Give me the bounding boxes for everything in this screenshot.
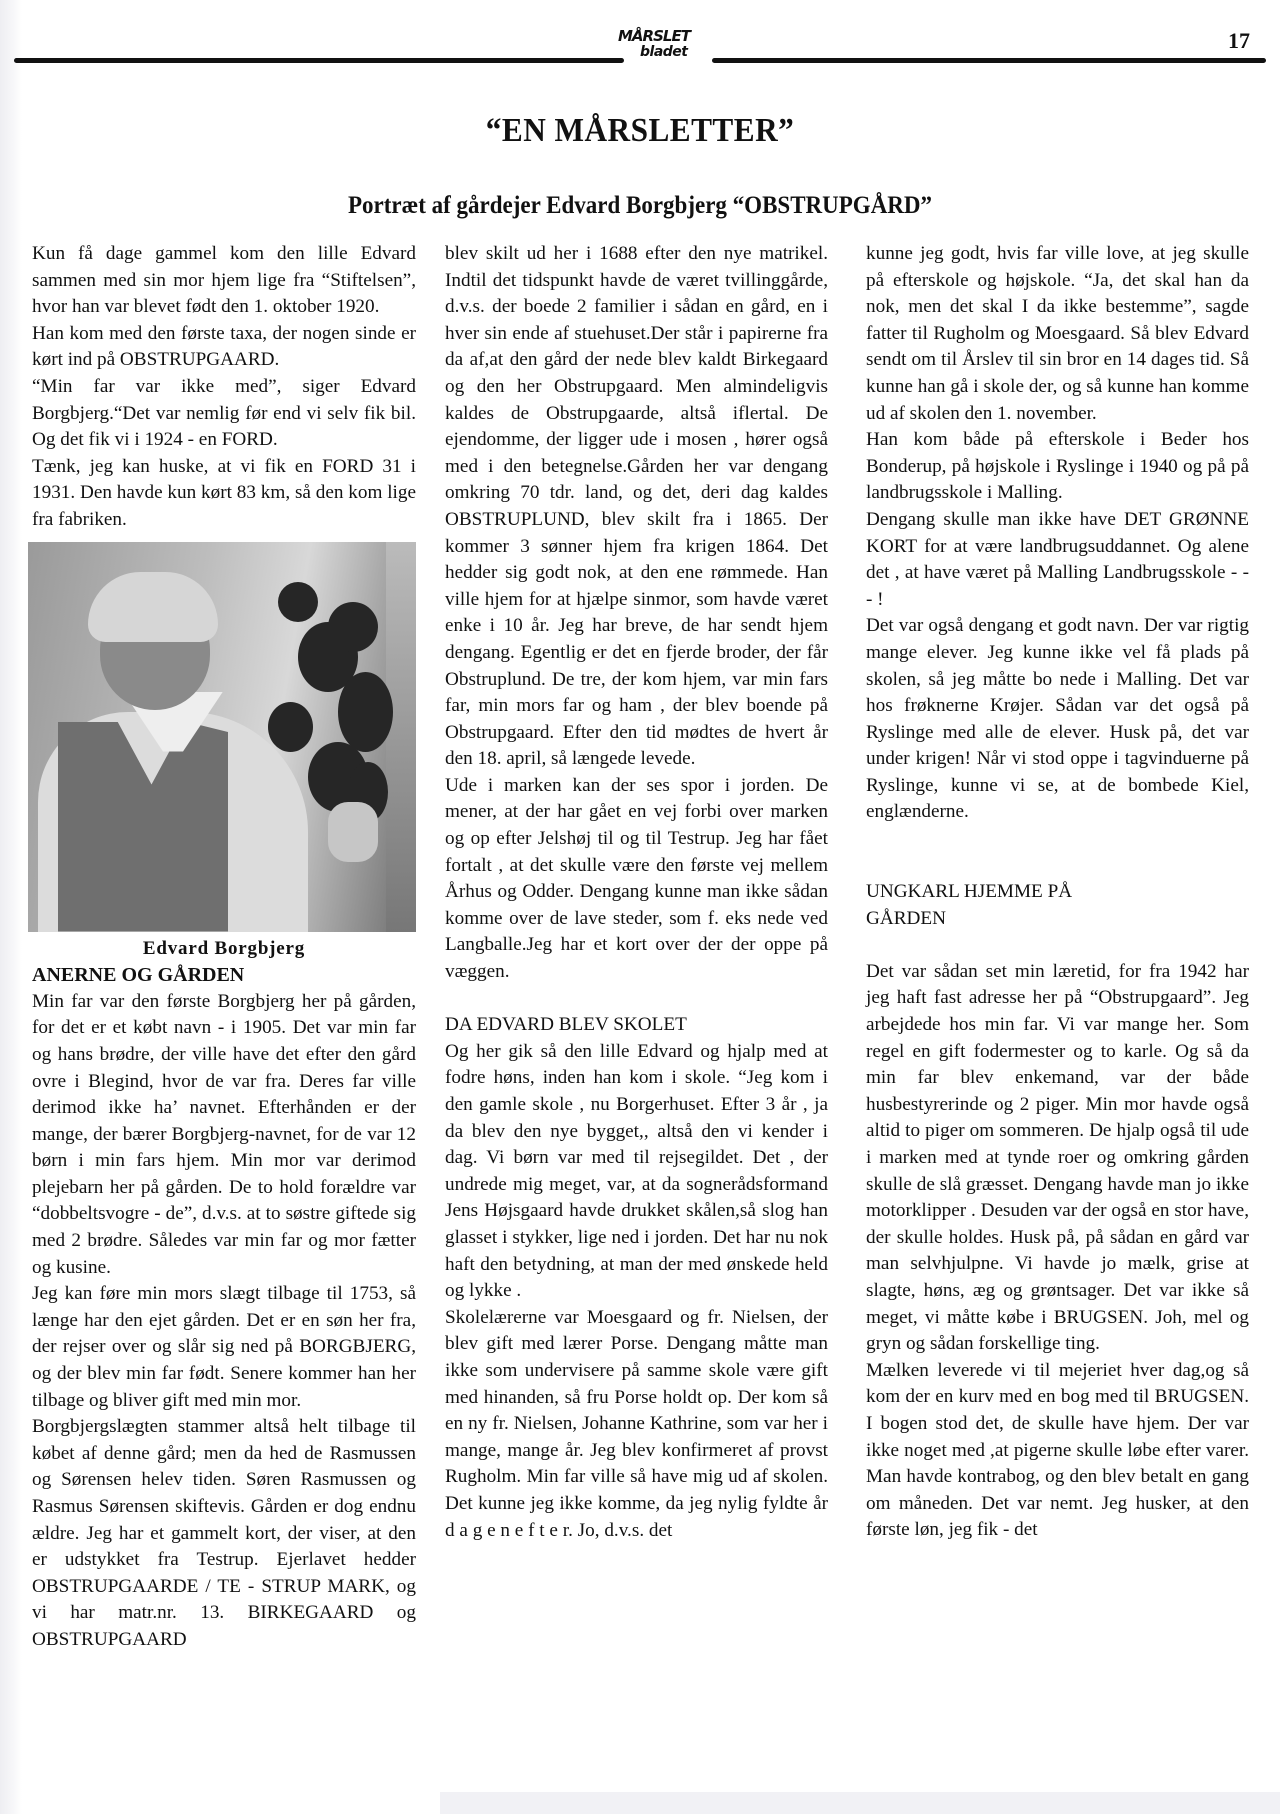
logo-bladet: bladet [640,44,688,60]
masthead-rule-left [14,58,624,63]
paragraph: Det var sådan set min læretid, for fra 1942 har jeg haft fast adresse her på “Obstrupgaard”. Jeg arbejdede hos min far. Vi var mange her. Som regel en gift fodermester og to karle. Og så da min far blev enkemand, var der både husbestyrerinde og 2 piger. Min mor havde også altid to piger om sommeren. De hjalp også til ude i marken med at tynde roer og omkring gården skulle de slå græsset. Dengang havde man jo ikke motorklipper . Desuden var der også en stor have, der skulle holdes. Husk på, på sådan en gård var man selvhjulpne. Vi havde jo mælk, grise at slagte, høns, æg og grøntsager. Det var ikke så meget, vi måtte købe i BRUGSEN. Joh, mel og gryn og sådan forskellige ting. [866,960,1249,1355]
publication-logo [604,27,724,71]
paragraph: Tænk, jeg kan huske, at vi fik en FORD 31 i 1931. Den havde kun kørt 83 km, så den kom lige fra fabriken. [32,455,416,530]
paragraph: Dengang skulle man ikke have DET GRØNNE KORT for at være landbrugsuddannet. Og alene det , at have været på Malling Landbrugsskole - - - ! [866,508,1249,610]
column-3 [866,241,1249,1544]
article-subtitle: Portræt af gårdejer Edvard Borgbjerg “OBSTRUPGÅRD” [347,192,933,219]
scan-margin-bottom [440,1792,1280,1814]
paragraph: Han kom både på efterskole i Beder hos Bonderup, på højskole i Ryslinge i 1940 og på på landbrugsskole i Malling. [866,429,1249,504]
scan-margin-left [0,0,22,1814]
photo-caption: Edvard Borgbjerg [142,937,306,959]
masthead [14,22,1254,72]
section-heading-ungkarl [866,879,1249,932]
paragraph: Han kom med den første taxa, der nogen sinde er kørt ind på OBSTRUPGAARD. [32,322,416,371]
paragraph: Jeg kan føre min mors slægt tilbage til 1753, så længe har den ejet gården. Det er en søn her fra, der rejser over og slår sig ned på BORGBJERG, og der blev min far født. Senere kommer han her tilbage og bliver gift med min mor. [32,1283,416,1411]
column-1 [32,241,416,1654]
paragraph: Kun få dage gammel kom den lille Edvard sammen med sin mor hjem lige fra “Stiftelsen”, hvor han var blevet født den 1. oktober 1920. [32,243,416,318]
portrait-figure [32,542,416,963]
column-2 [445,241,828,1544]
paragraph: Min far var den første Borgbjerg her på gården, for det er et købt navn - i 1905. Det var min far og hans brødre, der ville have det efter den gård ovre i Blegind, hvor de var fra. Deres far ville derimod ikke ha’ navnet. Efterhånden er der mange, der bærer Borgbjerg-navnet, for de var 12 børn i min fars hjem. Min mor var derimod plejebarn her på gården. De to hold forældre var “dobbeltsvogre - de”, d.v.s. at to søstre giftede sig med 2 brødre. Således var min far og mor fætter og kusine. [32,990,416,1278]
article-title: “EN MÅRSLETTER” [485,112,795,149]
paragraph: Og her gik så den lille Edvard og hjalp med at fodre høns, inden han kom i skole. “Jeg kom i den gamle skole , nu Borgerhuset. Efter 3 år , ja da blev den nye bygget,, altså den vi kender i dag. Vi børn var med til rejsegildet. Det , der undrede mig meget, var, at da sognerådsformand Jens Højsgaard havde drukket skålen,så slog han glasset i stykker, lige ned i jorden. Det har nu nok haft den betydning, at man der med ønskede held og lykke . [445,1040,828,1302]
section-heading-skolet: DA EDVARD BLEV SKOLET [445,1014,687,1036]
paragraph: kunne jeg godt, hvis far ville love, at jeg skulle på efterskole og højskole. “Ja, det skal han da nok, men det skal I da ikke bestemme”, sagde fatter til Rugholm og Moesgaard. Så blev Edvard sendt om til Årslev til sin bror en 14 dages tid. Så kunne han gå i skole der, og så kunne han komme ud af skolen den 1. november. [866,243,1249,424]
paragraph: Mælken leverede vi til mejeriet hver dag,og så kom der en kurv med en bog med til BRUGSEN. I bogen stod det, de skulle have hjem. Der var ikke noget med ,at pigerne skulle løbe efter varer. Man havde kontrabog, og den blev betalt en gang om måneden. Det var nemt. Jeg husker, at den første løn, jeg fik - det [866,1359,1249,1541]
masthead-rule-right [712,58,1266,63]
section-heading-anerne: ANERNE OG GÅRDEN [32,964,245,987]
page-number: 17 [1228,28,1250,53]
paragraph: Skolelærerne var Moesgaard og fr. Nielsen, der blev gift med lærer Porse. Dengang måtte man ikke som undervisere på samme skole være gift med hinanden, så fru Porse holdt op. Der kom så en ny fr. Nielsen, Johanne Kathrine, som var her i mange, mange år. Jeg blev konfirmeret af provst Rugholm. Min far ville så have mig ud af skolen. Det kunne jeg ikke komme, da jeg nylig fyldte år d a g e n e f t e r. Jo, d.v.s. det [445,1306,828,1541]
paragraph: Borgbjergslægten stammer altså helt tilbage til købet af denne gård; men da hed de Rasmussen og Sørensen helev tiden. Søren Rasmussen og Rasmus Sørensen skiftevis. Gården er dog endnu ældre. Jeg har et gammelt kort, der viser, at den er udstykket fra Testrup. Ejerlavet hedder OBSTRUPGAARDE / TE - STRUP MARK, og vi har matr.nr. 13. BIRKEGAARD og OBSTRUPGAARD [32,1416,416,1650]
section-heading-ungkarl-line1: UNGKARL HJEMME PÅ [866,881,1073,903]
paragraph: Ude i marken kan der ses spor i jorden. De mener, at der har gået en vej forbi over marken og op efter Jelshøj til og til Testrup. Jeg har fået fortalt , at det skulle være den første vej mellem Århus og Odder. Dengang kunne man ikke sådan komme over de lave steder, som f. eks nede ved Langballe.Jeg har et kort over der der oppe på væggen. [445,774,828,983]
section-heading-ungkarl-line2: GÅRDEN [866,907,946,929]
paragraph: blev skilt ud her i 1688 efter den nye matrikel. Indtil det tidspunkt havde de været tvillinggårde, d.v.s. der boede 2 familier i sådan en gård, en i hver sin ende af stuehuset.Der står i papirerne fra da af,at den gård der nede blev kaldt Birkegaard og den her Obstrupgaard. Men almindeligvis kaldes de Obstrupgaarde, altså iflertal. De ejendomme, der ligger ude i mosen , hører også med i den betegnelse.Gården her var dengang omkring 70 tdr. land, og det, deri dag kaldes OBSTRUPLUND, blev skilt fra i 1865. Der kommer 3 sønner hjem fra krigen 1864. Det hedder sig godt nok, at den ene rømmede. Han ville hjem for at hjælpe sinmor, som havde været enke i 10 år. Jeg har breve, de har sendt hjem dengang. Egentlig er det en fjerde broder, der får Obstruplund. De tre, der kom hjem, var min fars far, min mors far og ham , der blev boende på Obstrupgaard. Efter den tid mødtes de hvert år den 18. april, så længede levede. [445,243,828,770]
portrait-photo [28,542,416,932]
logo-marslet: MÅRSLET [618,27,690,45]
paragraph: Det var også dengang et godt navn. Der var rigtig mange elever. Jeg kunne ikke vel få plads på skolen, så jeg måtte bo nede i Malling. Det var hos frøknerne Krøjer. Sådan var det også på Ryslinge med alle de elever. Husk på, det var under krigen! Når vi stod oppe i tagvinduerne på Ryslinge, kunne vi se, at de bombede Kiel, englænderne. [866,615,1249,823]
paragraph: “Min far var ikke med”, siger Edvard Borgbjerg.“Det var nemlig før end vi selv fik bil. Og det fik vi i 1924 - en FORD. [32,375,416,451]
